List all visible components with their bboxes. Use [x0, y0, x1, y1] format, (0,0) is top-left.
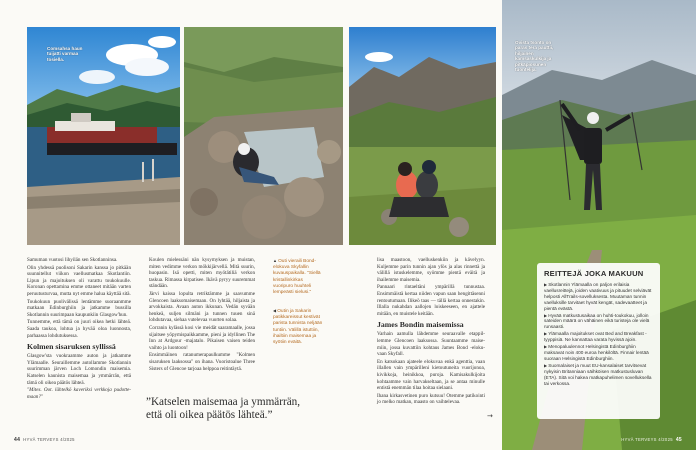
paragraph: Koulen mielessäni nän kysymyksen ja muistan, miten vedimme verkon mökkijärvellä. Mitä suurin, huopasin. Isä opetti, miten myötätiliä verkon taskua. Rimassa kirpatisee. Ikävä pyryy suuremmat ständään.: [149, 257, 255, 290]
pull-quote-line: että oli oikea päätös lähteä.”: [146, 408, 273, 421]
continue-arrow-icon: →: [487, 412, 493, 420]
footer-right: [621, 437, 682, 443]
hiker-on-rocks-photo: [184, 27, 343, 245]
info-box-title: REITTEJÄ JOKA MAKUUN: [544, 269, 644, 278]
pull-quote-line: ”Katselen maisemaa ja ymmärrän,: [146, 396, 301, 408]
route-info-box: [537, 263, 660, 419]
paragraph: Corranin kylässä kosi vie meidät saaramaalle, jossa sijaitsee yöpymispaikkamme, pieni ja idyllinen The Inn at Ardgour -majatalo. Pikaisen vaisen teiden vaihto ja luontoon!: [149, 324, 255, 351]
paragraph: Ihana kirkasvetinen puro kutsuu! Otemme patikointi jo melko matkan, maasto on vaihtelevaa.: [377, 392, 485, 406]
magazine-name: HYVÄ TERVEYS 4/2025: [621, 437, 673, 442]
pull-quote: [146, 396, 300, 421]
paragraph: "Mites. Oot. lähtelkö kaveriksi verkkoja pudottemaan?": [27, 387, 131, 400]
triangle-right-icon: ▶: [544, 282, 549, 287]
column-3: [377, 257, 485, 407]
paragraph: Samuman vuotosi lihyilän sen Skotlanninsa.: [27, 257, 118, 263]
couple-selfie-photo: [349, 27, 496, 245]
triangle-right-icon: ▶: [544, 331, 549, 337]
paragraph: Tunnemme, että tämä on juuri oikea hetki lähteä. Saada taukoa, lohtua ja hyvää oloa luonnosta, parhaassa lohdutuksessa.: [27, 319, 131, 339]
section-heading: James Bondin maisemissa: [377, 320, 464, 330]
triangle-up-icon: ▲: [273, 258, 279, 263]
paragraph: Ensimmäinen ratanumerapaulkumme "Kolmen sisaruksen laaksossa" on ihana. Vuoristoalue Three Sisters of Glencoe tarjoaa helppoa reitintäytä.: [149, 352, 255, 372]
paragraph: Järvi kaissa lopulta retriktämme ja saavumme Glencoen laaksomaisemaan. On lyhtää, hiljaista ja arvokkaista. Avaan auton ikkunan. Vedän syvään henkeä, suljen silmäni ja tunnen tuuen sinä lohdutavaa, siehaa vutelevaa vuorten solaa.: [149, 290, 255, 324]
paragraph: Toukokuun puolivälissä lentämme suoraanmme matkaan Edinburghiin ja jatkamme bussilla Skotlannin suurimpaan kaupunkiin Glasgow'hun.: [27, 298, 131, 318]
triangle-left-icon: ◀: [273, 308, 278, 313]
info-item: ▶ Suomalaiset ja muut EU-kansalaiset tarvitsevat nykyisin Britanniaan säihköisen matkustusluvan (ETA). Sitä voi hakea matkapuhelimen sovelluksella tai verkossa.: [544, 362, 652, 386]
magazine-name: HYVÄ TERVEYS 4/2025: [23, 437, 75, 442]
page-number: 44: [14, 437, 21, 443]
info-item: ▶ Skotlannin Ylämaalla on paljon erilaisia vaellusreittejä, joiden vaativuus ja pituudet selviävät helposti AllTrails-sovelluksesta. Muutaman tunnin vaelluksille tarvitaet hyvät kengät, sadevaatteet ja pientä evästä.: [544, 282, 652, 311]
paragraph: Pannaari rintaeltäni ympärillä tunnustaa. Ensimmäistä kertaa niiden vapun saan hengittäsenni rentoutumaan. Ilikeö taas — tällä kertaa onnestakin. Illalla nukahdan aallojen loiskeeseen, en ajattele mitään, en muistele keitään.: [377, 284, 485, 317]
section-heading: Kolmen sisaruksen syllissä: [27, 342, 116, 352]
info-item: ▶ Menopaluulennot Helsingistä Edinburghiin maksavat noin 400 euroa henkilöltä. Finnair lentää suoraan Helsingistä Edinburghiin.: [544, 344, 649, 361]
page-number: 45: [675, 437, 682, 443]
paragraph: Olin yhdessä puolisoni Sakarin kanssa jo pitkään suunnitellut viikon vaellusmatkaa Skotlantiin. Lipun ja majoituksen oli varattu toukokuulle. Koronan opettamina emme ottaneet mitään varten peruutusturvaa, mutta nyt emme halua käyttää sitä.: [27, 264, 131, 297]
footer-left: [14, 437, 75, 443]
column-1: [27, 257, 131, 401]
column-2: [149, 257, 255, 373]
hiker-caption: Ovista tsonto on paras tera pauttii, hiljainen kamsaskulkija ja pitkäpiosunen tuontelija.: [515, 40, 554, 73]
triangle-right-icon: ▶: [544, 362, 549, 368]
sidenote-hikes: ◀ Outin ja Sakarin patikkareissut kestivät parista tunnista neljään tuntiin. Välillä istuttiin, ihailtiin maisemaa ja syötiin eväitä.: [273, 308, 323, 346]
paragraph: En katsokaan ajateele elokuvaa enkä agenttia, vaan illallen vain ympärilleni kietoutuneita vuorijonoa, kivikkoja, heinikkoa, puroja. Kamisakulkijoita kohtaamme vain harvakseltaan, ja se antaa minulle entistä enemmän tilaa hoitaa sielaani.: [377, 358, 485, 392]
paragraph: Glasgow'sta vuokraamme auton ja jatkamme Ylämaalle. Seuraillemme autollamme Skotlannin suurimman järven Loch Lomondin maisemia. Katselen kaunista maisemaa ja ymmärrän, että tämä oli oikea päätös lähteä.: [27, 353, 131, 386]
sidenote-skyfall: ▲ Outi vieraili Bond-elokuva Skyfallin kuvauspaikalla. "Siellä kristallinkirkas vuoripuro huuhteli lempeästi sielusi.": [273, 258, 321, 296]
triangle-right-icon: ▶: [544, 312, 549, 318]
paragraph: lisa maastoon, vaelluskenkiin ja kävelyyn. Kuljemme parin tunnin ajan ylös ja alas rinnettä ja välillä istuskelemme, syömme pientä eväitä ja ihailemme maisemia.: [377, 257, 485, 283]
ferry-caption: Comsahsa haun tuijatti varmaa tosiella.: [47, 46, 83, 62]
paragraph: Varhain aamulla lähdemme seuraavalle etappillemme Glencoen laaksossa. Suuntaamme maisemiin, jossa kuvattiin kohtaus James Bond -elokuvaan Skyfall.: [377, 331, 485, 358]
info-item: ▶ Hyvää matkustusaikaa on huhti-toukokuu, jolloin sateiden määrä on vähäinen eikä turisteja ole vielä runsaasti.: [544, 312, 650, 330]
info-item: ▶ Ylämaalla majoitukset ovat Bed and Breakfast -tyyppisiä. Ne kannattaa varata hyvissä ajoin.: [544, 331, 647, 343]
triangle-right-icon: ▶: [544, 344, 549, 350]
